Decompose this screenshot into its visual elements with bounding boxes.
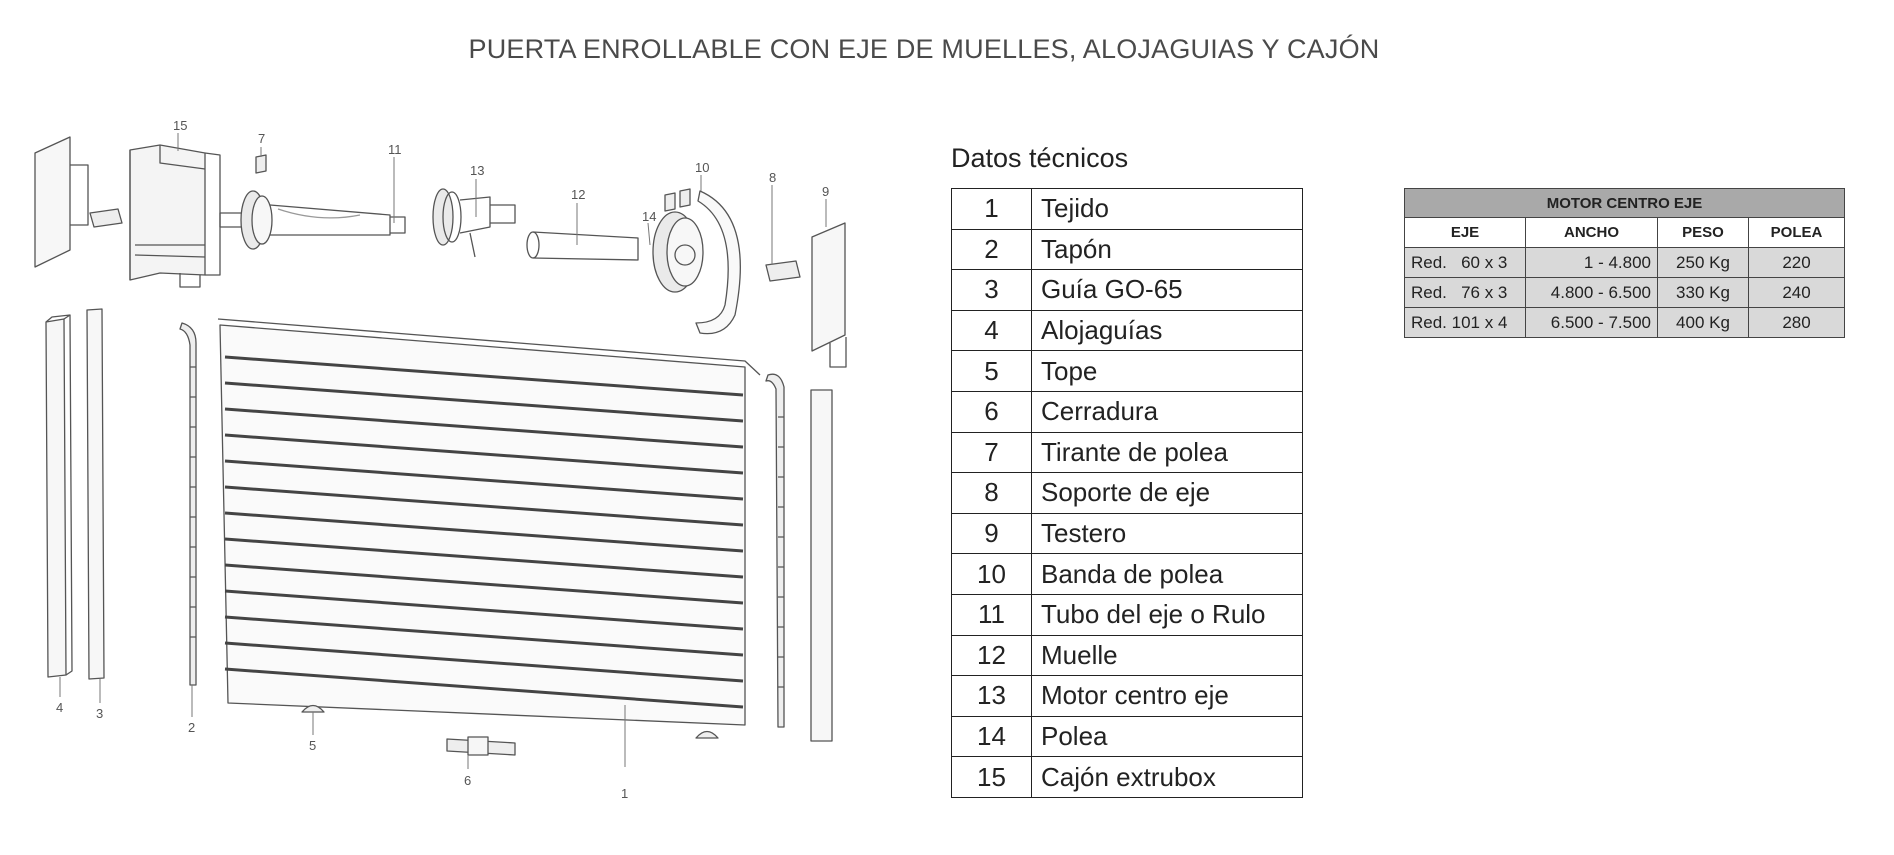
table-row <box>1405 308 1845 338</box>
label-12: 12 <box>571 187 586 202</box>
motor-table-caption: MOTOR CENTRO EJE <box>1405 189 1845 218</box>
motor-table <box>1404 188 1845 338</box>
end-cap-right <box>766 374 784 727</box>
motor-centre <box>433 189 515 257</box>
label-3: 3 <box>96 706 104 721</box>
datos-tecnicos-heading: Datos técnicos <box>951 143 1129 173</box>
table-row <box>952 513 1303 554</box>
stop-right <box>696 732 718 739</box>
part-name: Testero <box>1032 513 1303 554</box>
table-row <box>952 676 1303 717</box>
cell-ancho: 1 - 4.800 <box>1526 248 1658 278</box>
part-number: 11 <box>952 594 1032 635</box>
part-name: Motor centro eje <box>1032 676 1303 717</box>
parts-table <box>951 188 1303 798</box>
cell-ancho: 6.500 - 7.500 <box>1526 308 1658 338</box>
part-number: 5 <box>952 351 1032 392</box>
label-5: 5 <box>309 738 317 753</box>
cell-peso: 250 Kg <box>1658 248 1749 278</box>
part-name: Muelle <box>1032 635 1303 676</box>
part-number: 9 <box>952 513 1032 554</box>
part-number: 2 <box>952 229 1032 270</box>
col-polea: POLEA <box>1749 218 1845 248</box>
part-name: Tope <box>1032 351 1303 392</box>
box-extrubox <box>130 145 220 287</box>
part-name: Polea <box>1032 716 1303 757</box>
part-name: Alojaguías <box>1032 310 1303 351</box>
table-row <box>952 716 1303 757</box>
part-number: 7 <box>952 432 1032 473</box>
part-number: 12 <box>952 635 1032 676</box>
part-number: 13 <box>952 676 1032 717</box>
part-number: 3 <box>952 270 1032 311</box>
cell-polea: 240 <box>1749 278 1845 308</box>
exploded-diagram <box>20 105 890 825</box>
table-row <box>1405 278 1845 308</box>
left-end-plate <box>35 137 122 267</box>
shaft-support <box>766 261 800 281</box>
label-4: 4 <box>56 700 64 715</box>
table-row <box>952 189 1303 230</box>
cell-peso: 400 Kg <box>1658 308 1749 338</box>
part-name: Tubo del eje o Rulo <box>1032 594 1303 635</box>
cell-eje: Red. 76 x 3 <box>1405 278 1526 308</box>
page-title: PUERTA ENROLLABLE CON EJE DE MUELLES, ALOJAGUIAS Y CAJÓN <box>468 34 1380 64</box>
table-row <box>952 635 1303 676</box>
table-row <box>952 229 1303 270</box>
table-row <box>952 757 1303 798</box>
part-number: 1 <box>952 189 1032 230</box>
label-13: 13 <box>470 163 485 178</box>
table-row <box>952 270 1303 311</box>
guide-go65 <box>87 309 104 679</box>
pulley-tie <box>256 155 266 173</box>
label-9: 9 <box>822 184 830 199</box>
part-name: Guía GO-65 <box>1032 270 1303 311</box>
guide-right <box>811 390 832 741</box>
col-ancho: ANCHO <box>1526 218 1658 248</box>
pulley <box>653 189 703 292</box>
table-row <box>952 554 1303 595</box>
part-name: Tirante de polea <box>1032 432 1303 473</box>
part-name: Tapón <box>1032 229 1303 270</box>
right-end-plate <box>812 223 846 367</box>
label-8: 8 <box>769 170 777 185</box>
spring <box>527 232 638 260</box>
table-row <box>952 432 1303 473</box>
col-eje: EJE <box>1405 218 1526 248</box>
part-number: 6 <box>952 391 1032 432</box>
label-1: 1 <box>621 786 629 801</box>
curtain <box>218 319 760 725</box>
cell-polea: 280 <box>1749 308 1845 338</box>
table-row <box>952 310 1303 351</box>
part-name: Cerradura <box>1032 391 1303 432</box>
part-name: Soporte de eje <box>1032 473 1303 514</box>
part-number: 4 <box>952 310 1032 351</box>
table-row <box>952 594 1303 635</box>
label-14: 14 <box>642 209 657 224</box>
part-name: Tejido <box>1032 189 1303 230</box>
table-row <box>952 391 1303 432</box>
guide-housing <box>46 315 72 677</box>
part-number: 14 <box>952 716 1032 757</box>
label-15: 15 <box>173 118 188 133</box>
table-row <box>1405 248 1845 278</box>
label-11: 11 <box>388 142 402 157</box>
cell-ancho: 4.800 - 6.500 <box>1526 278 1658 308</box>
part-number: 15 <box>952 757 1032 798</box>
part-number: 8 <box>952 473 1032 514</box>
end-cap <box>180 323 196 685</box>
cell-eje: Red. 60 x 3 <box>1405 248 1526 278</box>
cell-eje: Red. 101 x 4 <box>1405 308 1526 338</box>
label-6: 6 <box>464 773 472 788</box>
part-name: Banda de polea <box>1032 554 1303 595</box>
cell-polea: 220 <box>1749 248 1845 278</box>
shaft-tube <box>220 191 405 249</box>
label-2: 2 <box>188 720 196 735</box>
col-peso: PESO <box>1658 218 1749 248</box>
table-row <box>952 473 1303 514</box>
label-10: 10 <box>695 160 710 175</box>
label-7: 7 <box>258 131 266 146</box>
cell-peso: 330 Kg <box>1658 278 1749 308</box>
part-number: 10 <box>952 554 1032 595</box>
table-row <box>952 351 1303 392</box>
part-name: Cajón extrubox <box>1032 757 1303 798</box>
